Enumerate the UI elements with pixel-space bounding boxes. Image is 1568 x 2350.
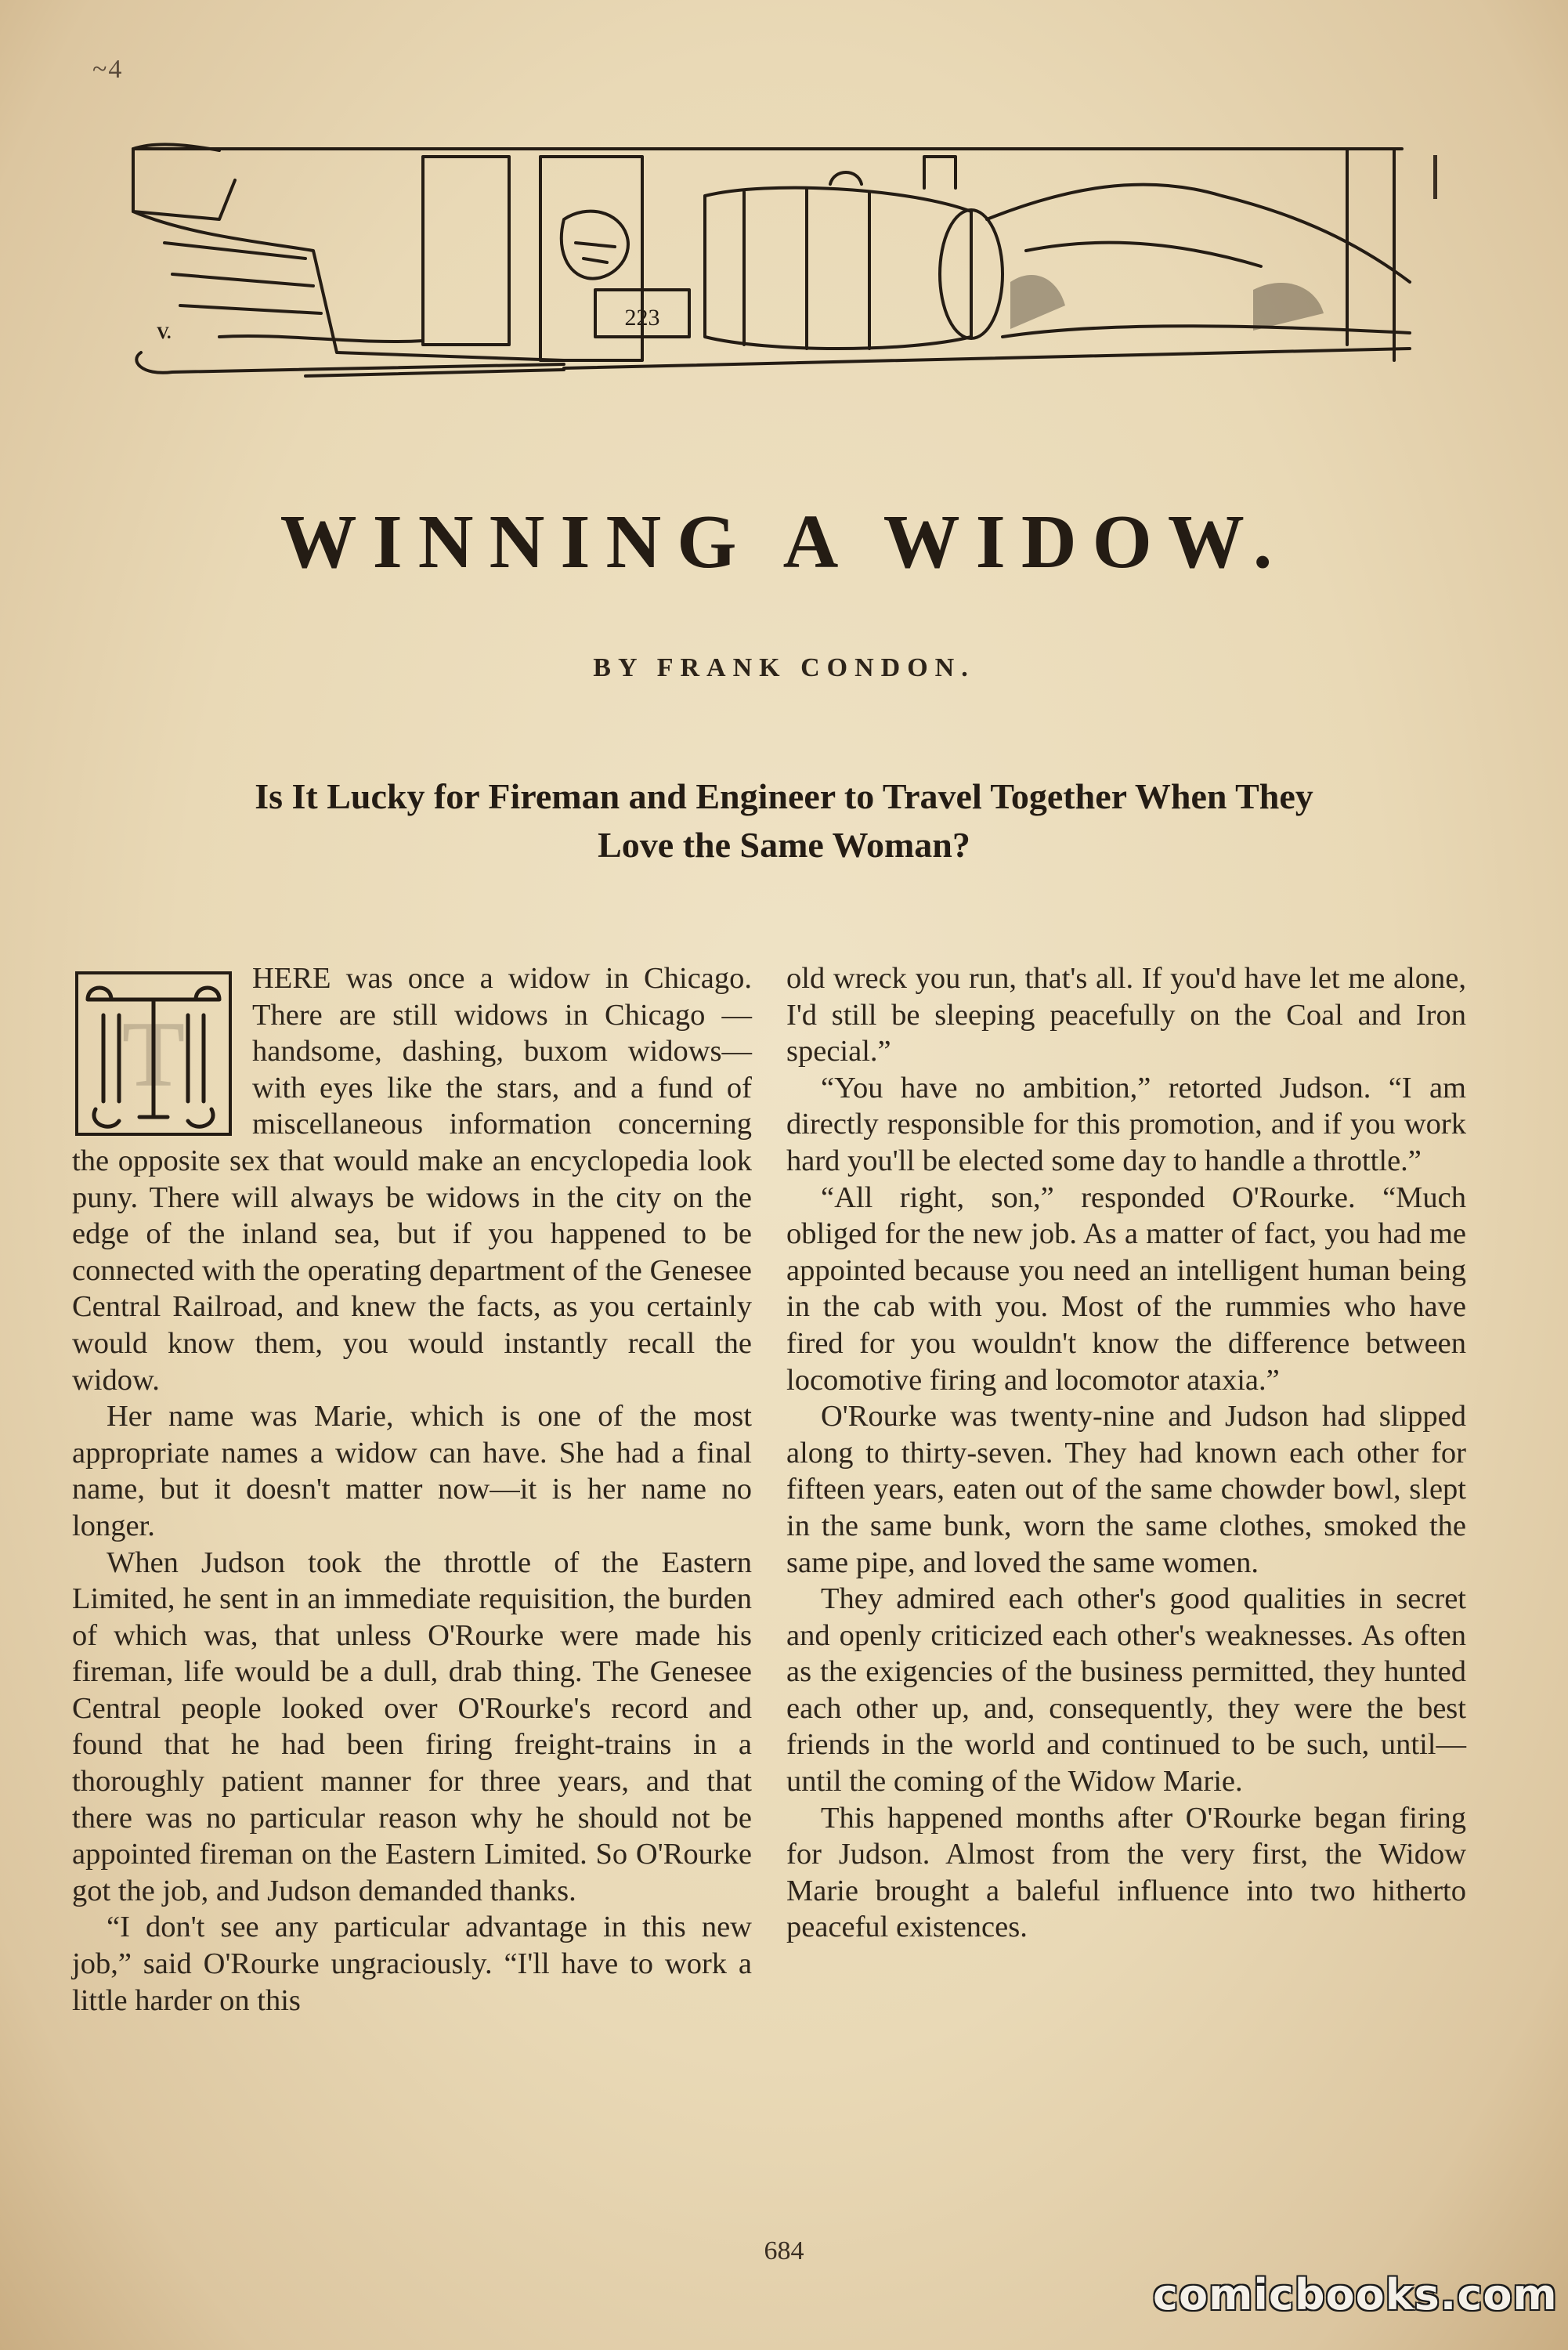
page-mark: ~4 <box>92 55 124 84</box>
right-paragraph-4: O'Rourke was twenty-nine and Judson had slipped along to thirty-seven. They had known each other for fifteen years, eaten out of the same chowder bowl, slept in the same bunk, worn the same clothes, smoked the same pipe, and loved the same women. <box>786 1400 1466 1579</box>
right-paragraph-6: This happened months after O'Rourke began firing for Judson. Almost from the very first, the Widow Marie brought a baleful influence into two hitherto peaceful existences. <box>786 1801 1466 1944</box>
watermark: comicbooks.com <box>1153 2270 1558 2319</box>
left-column <box>72 960 752 2019</box>
right-paragraph-3: “All right, son,” responded O'Rourke. “Much obliged for the new job. As a matter of fact, you had me appointed because you need an intelligent human being in the cab with you. Most of the rummies who have fired for you wouldn't know the difference between locomotive firing and locomotor ataxia.” <box>786 1180 1466 1397</box>
page-number: 684 <box>764 2236 804 2265</box>
left-paragraph-2: Her name was Marie, which is one of the most appropriate names a widow can have. She had a final name, but it doesn't matter now—it is her name no longer. <box>72 1400 752 1542</box>
article-title: WINNING A WIDOW. <box>280 500 1288 584</box>
article-byline: BY FRANK CONDON. <box>593 653 975 682</box>
left-paragraph-4: “I don't see any particular advantage in this new job,” said O'Rourke ungraciously. “I'll have to work a little harder on this <box>72 1911 752 2017</box>
article-subheadline: Is It Lucky for Fireman and Engineer to Travel Together When They Love the Same Woman? <box>255 776 1313 865</box>
drop-cap-letter: T <box>121 1002 186 1106</box>
right-paragraph-1: old wreck you run, that's all. If you'd have let me alone, I'd still be sleeping peacefully on the Coal and Iron special.” <box>786 962 1466 1068</box>
left-paragraph-1: HERE was once a widow in Chicago. There are still widows in Chicago — handsome, dashing, buxom widows—with eyes like the stars, and a fund of miscellaneous information concerning the opposite sex that would make an encyclopedia look puny. There will always be widows in the city on the edge of the inland sea, but if you happened to be connected with the operating department of the Genesee Central Railroad, and knew the facts, as you certainly would know them, you would instantly recall the widow. <box>72 962 752 1397</box>
locomotive-illustration <box>125 125 1457 392</box>
left-paragraph-3: When Judson took the throttle of the Eastern Limited, he sent in an immediate requisition, the burden of which was, that unless O'Rourke were made his fireman, life would be a dull, drab thing. The Genesee Central people looked over O'Rourke's record and found that he had been firing freight-trains in a thoroughly patient manner for three years, and that there was no particular reason why he should not be appointed fireman on the Eastern Limited. So O'Rourke got the job, and Judson demanded thanks. <box>72 1546 752 1907</box>
right-paragraph-5: They admired each other's good qualities in secret and openly criticized each other's weaknesses. As often as the exigencies of the business permitted, they hunted each other up, and, consequently, they were the best friends in the world and continued to be such, until—until the coming of the Widow Marie. <box>786 1582 1466 1799</box>
engine-number: 223 <box>624 305 660 331</box>
right-paragraph-2: “You have no ambition,” retorted Judson. “I am directly responsible for this promotion, and if you work hard you'll be elected some day to handle a throttle.” <box>786 1071 1466 1177</box>
drop-cap-t <box>72 968 235 1141</box>
artist-signature: V. <box>157 323 172 342</box>
right-column <box>786 960 1466 1946</box>
